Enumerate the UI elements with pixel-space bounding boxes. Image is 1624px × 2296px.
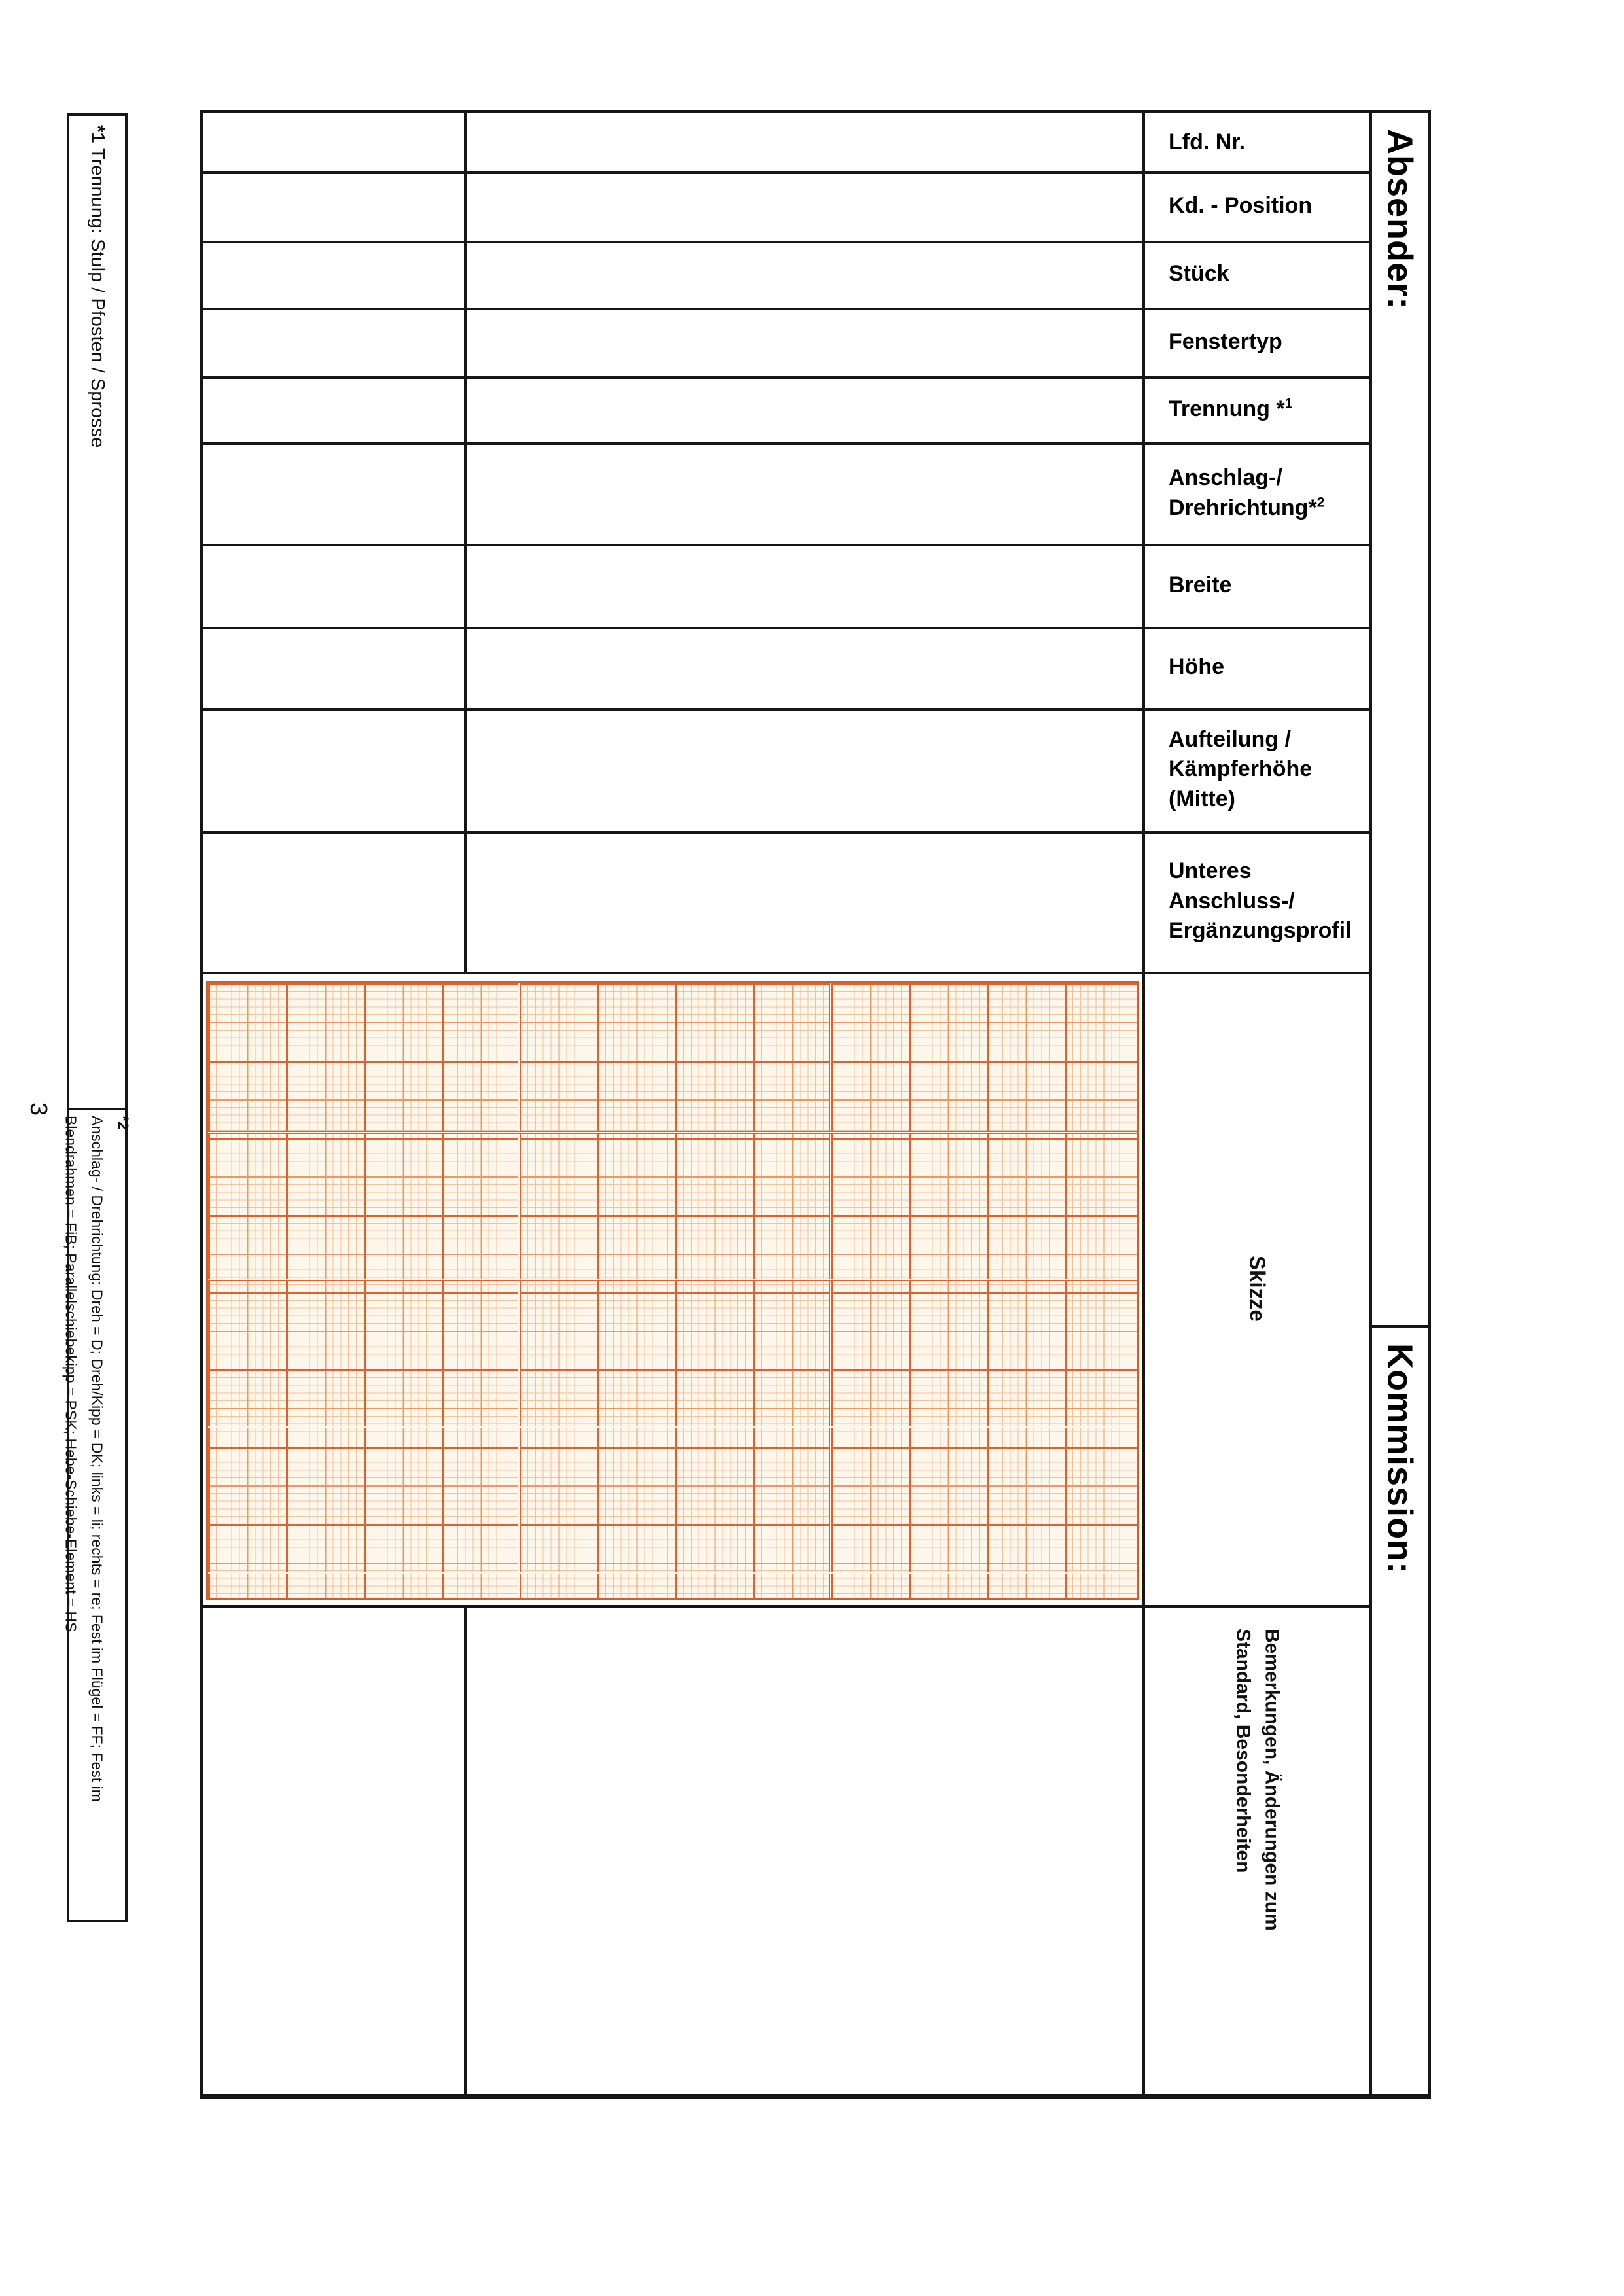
row-label-aufteilung — [1145, 708, 1369, 831]
row-label-text: Aufteilung / Kämpferhöhe (Mitte) — [1169, 726, 1313, 811]
row-label-text: Fenstertyp — [1169, 328, 1282, 354]
footnote-2-line2: Blendrahmen = FiB; Parallelschiebekipp = PSK; Hebe-Schiebe-Element = HS — [62, 1116, 80, 1633]
bemerkungen-line2: Standard, Besonderheiten — [1232, 1629, 1254, 1873]
bemerkungen-label-text — [1229, 1605, 1286, 1931]
graph-tile-seam — [208, 1279, 1137, 1281]
row-label-text: Unteres Anschluss-/ Ergänzungsprofil — [1169, 858, 1352, 944]
bemerkungen-line1: Bemerkungen, Änderungen zum — [1261, 1629, 1283, 1931]
footnote-1-marker: *1 — [87, 125, 108, 143]
footnote-box — [62, 113, 132, 1922]
row-label-stueck — [1145, 241, 1369, 308]
graph-tile-seam — [829, 983, 832, 1598]
footnote-2 — [62, 1110, 132, 1920]
graph-paper-sketch-area — [206, 981, 1139, 1600]
graph-tile-seam — [518, 983, 520, 1598]
absender-band — [1372, 113, 1428, 1325]
graph-tile-seam — [208, 1131, 1137, 1134]
row-label-text: Stück — [1169, 261, 1229, 287]
footnote-1-text — [86, 116, 108, 1108]
order-form-grid — [203, 113, 1428, 2096]
row-label-text: Drehrichtung*$^2$ — [1169, 495, 1325, 520]
page-number — [22, 1086, 55, 1132]
footnote-ref-2: 2 — [1316, 495, 1325, 510]
row-label-text: Trennung *$^1$ — [1169, 396, 1293, 421]
footnote-1 — [69, 116, 125, 1108]
row-label-anschlag-drehrichtung — [1145, 442, 1369, 544]
column-divider-line-lower — [464, 1605, 467, 2096]
row-label-text: Kd. - Position — [1169, 193, 1313, 219]
order-form-table — [200, 110, 1431, 2099]
row-label-fenstertyp — [1145, 308, 1369, 376]
page-number-text: 3 — [26, 1102, 52, 1116]
footnote-2-line1-body: Anschlag- / Drehrichtung: Dreh = D; Dreh/Kipp = DK; links = li; rechts = re; Fest im Flügel = FF; Fest im — [88, 1116, 106, 1802]
row-label-text: Höhe — [1169, 654, 1224, 680]
absender-label-text: Absender: — [1380, 129, 1420, 310]
footnote-2-text — [58, 1110, 137, 1920]
graph-tile-seam — [208, 1572, 1137, 1574]
row-label-hoehe — [1145, 627, 1369, 708]
row-label-text: Anschlag-/ — [1169, 465, 1282, 490]
footnote-ref-1: 1 — [1284, 396, 1293, 412]
row-label-lfd-nr — [1145, 113, 1369, 171]
row-label-kd-position — [1145, 171, 1369, 241]
graph-tile-seam — [208, 1426, 1137, 1428]
row-label-unteres-anschluss — [1145, 831, 1369, 972]
row-label-text: Lfd. Nr. — [1169, 129, 1246, 154]
row-label-skizze — [1145, 972, 1369, 1605]
row-label-bemerkungen — [1145, 1605, 1369, 2096]
footnote-2-line1 — [84, 1116, 137, 1920]
footnote-1-body: Trennung: Stulp / Pfosten / Sprosse — [87, 143, 108, 448]
skizze-label-text: Skizze — [1245, 1255, 1270, 1322]
kommission-label-text: Kommission: — [1380, 1343, 1420, 1575]
row-label-breite — [1145, 544, 1369, 627]
footnote-2-marker: *2 — [115, 1116, 132, 1130]
row-label-text: Breite — [1169, 572, 1232, 597]
kommission-band — [1372, 1328, 1428, 2096]
row-label-trennung — [1145, 376, 1369, 442]
